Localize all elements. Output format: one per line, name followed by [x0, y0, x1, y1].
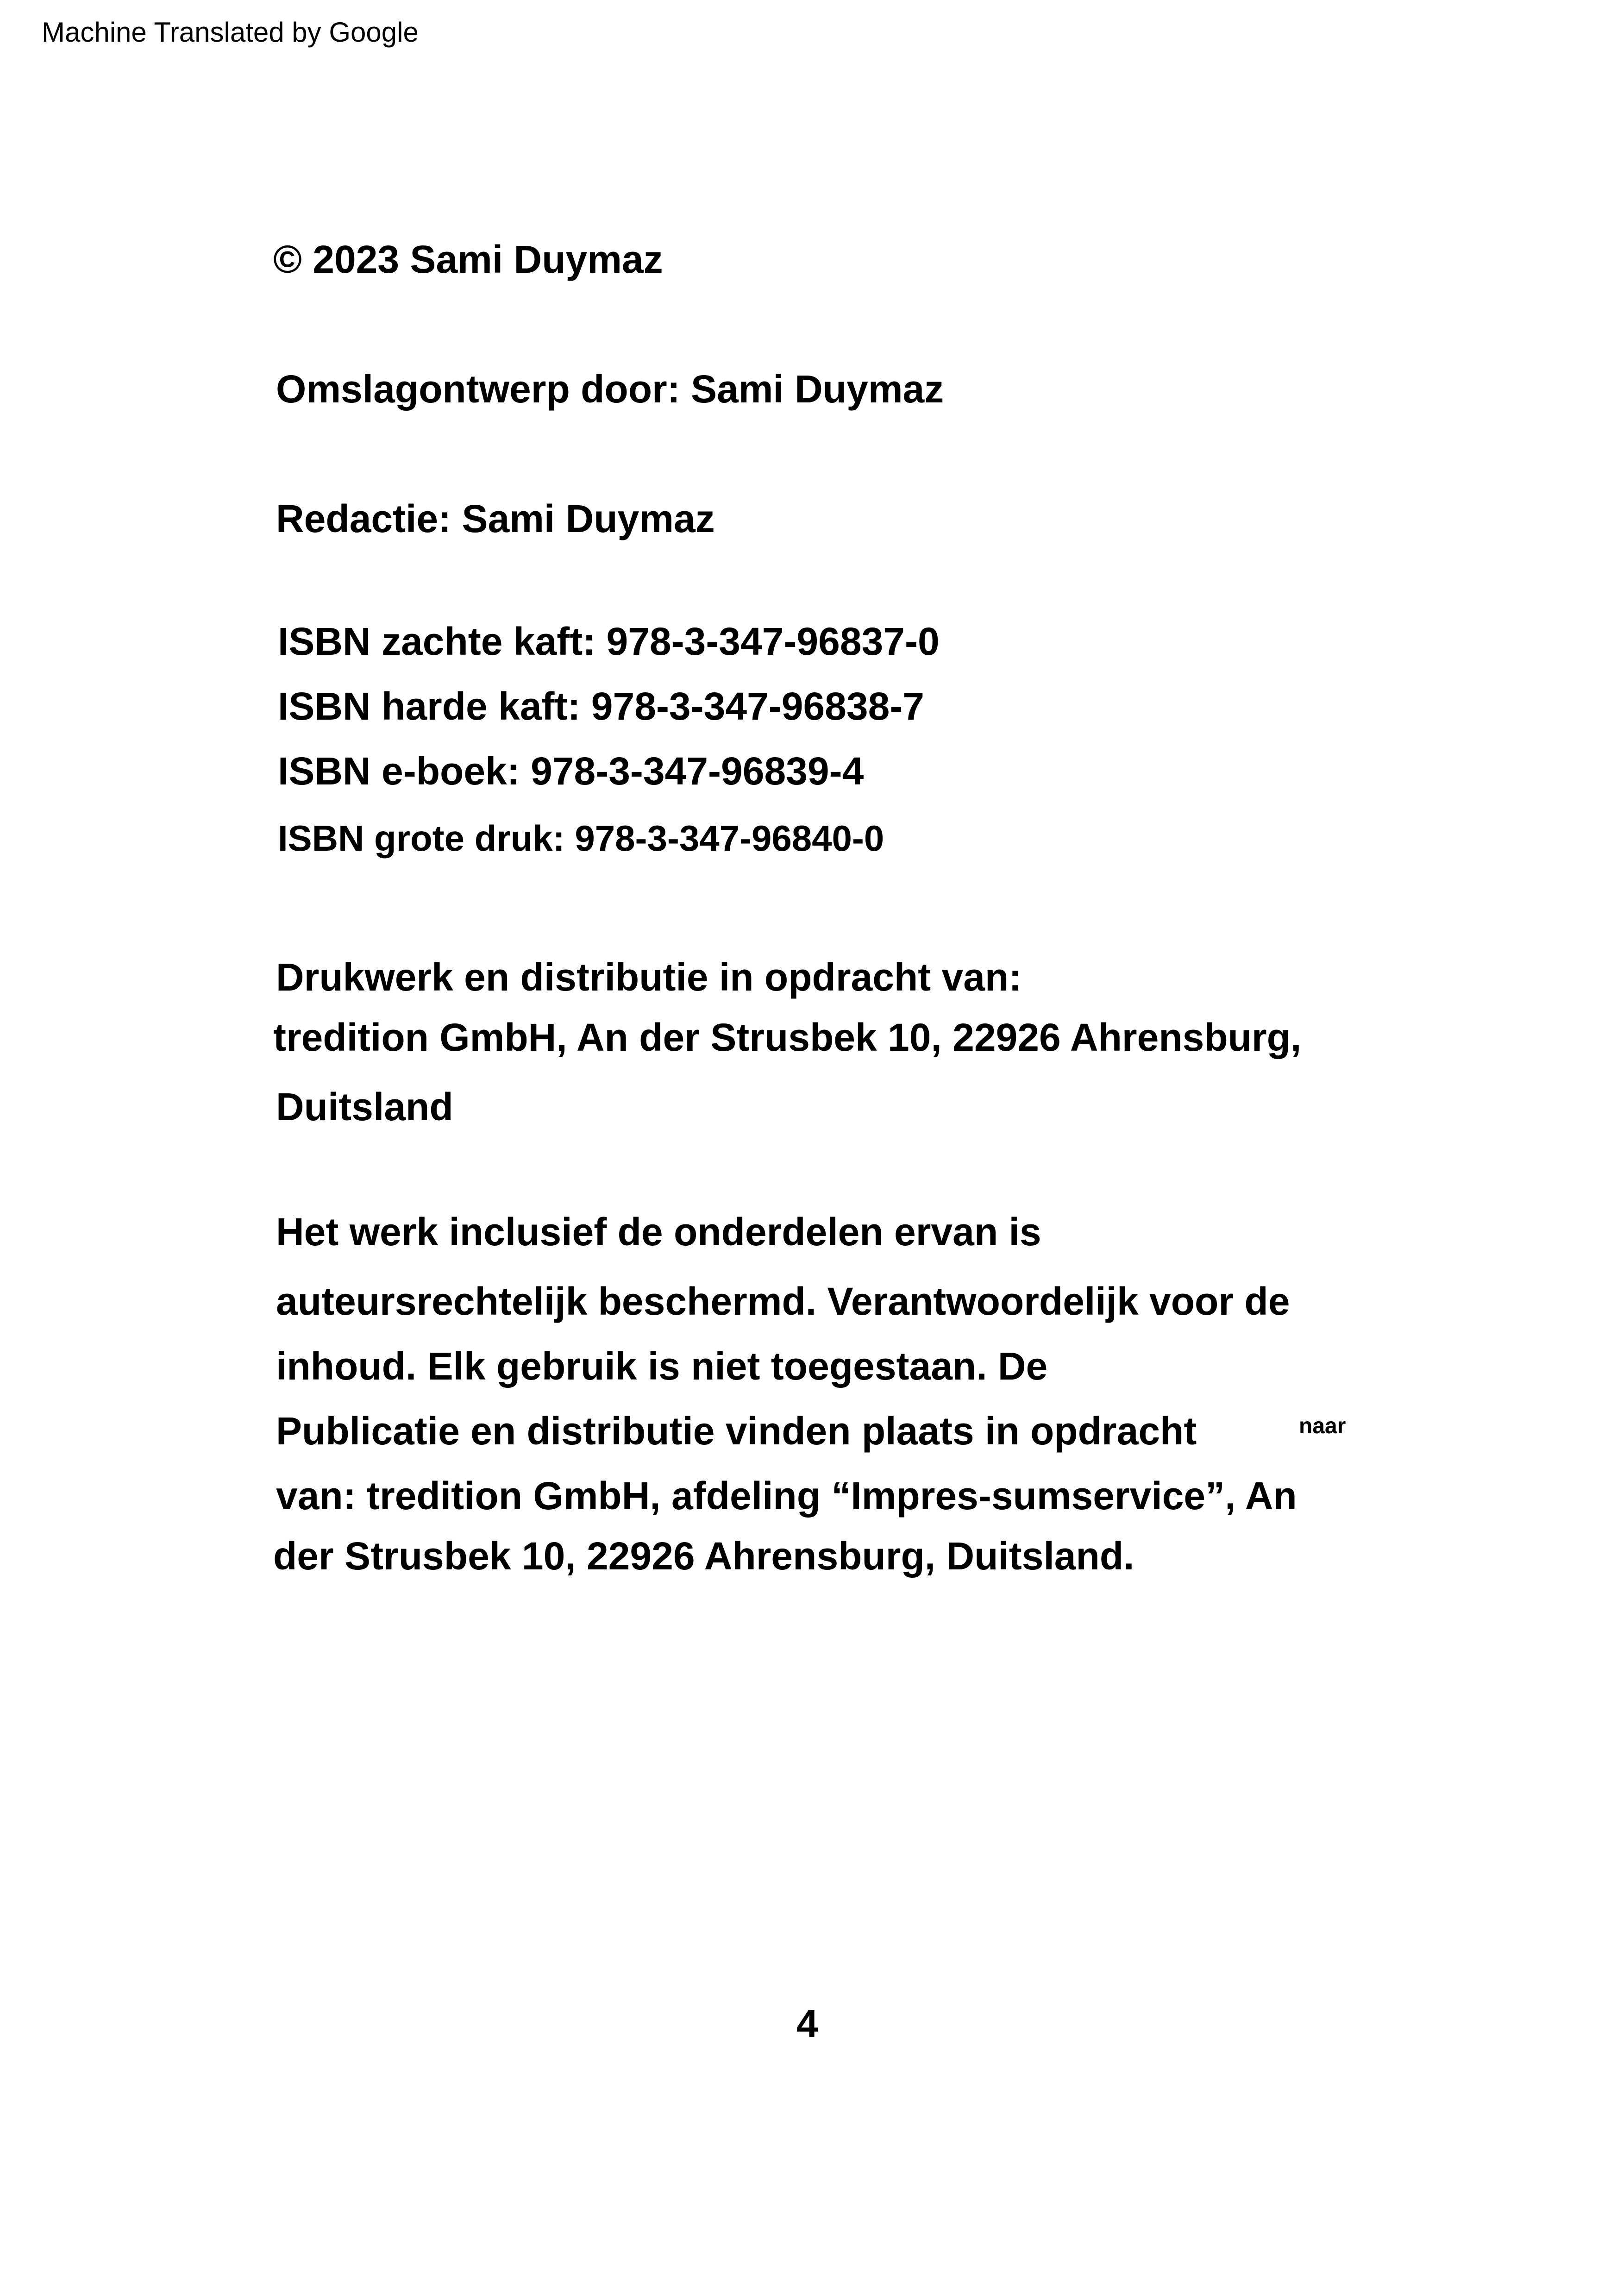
editing-credit: Redactie: Sami Duymaz	[276, 497, 715, 540]
rights-line-2: auteursrechtelijk beschermd. Verantwoordelijk voor de	[276, 1280, 1290, 1323]
printing-line-3: Duitsland	[276, 1085, 453, 1129]
isbn-hardcover: ISBN harde kaft: 978-3-347-96838-7	[278, 684, 925, 728]
machine-translation-banner: Machine Translated by Google	[42, 17, 419, 48]
page-number: 4	[796, 2002, 818, 2045]
isbn-ebook: ISBN e-boek: 978-3-347-96839-4	[278, 749, 864, 793]
isbn-softcover: ISBN zachte kaft: 978-3-347-96837-0	[278, 620, 940, 663]
rights-line-3: inhoud. Elk gebruik is niet toegestaan. De	[276, 1344, 1048, 1388]
printing-line-2: tredition GmbH, An der Strusbek 10, 22926 Ahrensburg,	[273, 1016, 1302, 1059]
rights-line-1: Het werk inclusief de onderdelen ervan is	[276, 1210, 1041, 1254]
printing-line-1: Drukwerk en distributie in opdracht van:	[276, 955, 1022, 999]
cover-design-credit: Omslagontwerp door: Sami Duymaz	[276, 367, 944, 411]
rights-line-4: Publicatie en distributie vinden plaats in opdracht	[276, 1409, 1197, 1453]
rights-note: naar	[1299, 1414, 1346, 1438]
rights-line-5: van: tredition GmbH, afdeling “Impres-sumservice”, An	[276, 1474, 1297, 1518]
isbn-large-print: ISBN grote druk: 978-3-347-96840-0	[278, 818, 884, 859]
rights-line-6: der Strusbek 10, 22926 Ahrensburg, Duitsland.	[273, 1534, 1134, 1578]
copyright-line: © 2023 Sami Duymaz	[273, 238, 663, 281]
